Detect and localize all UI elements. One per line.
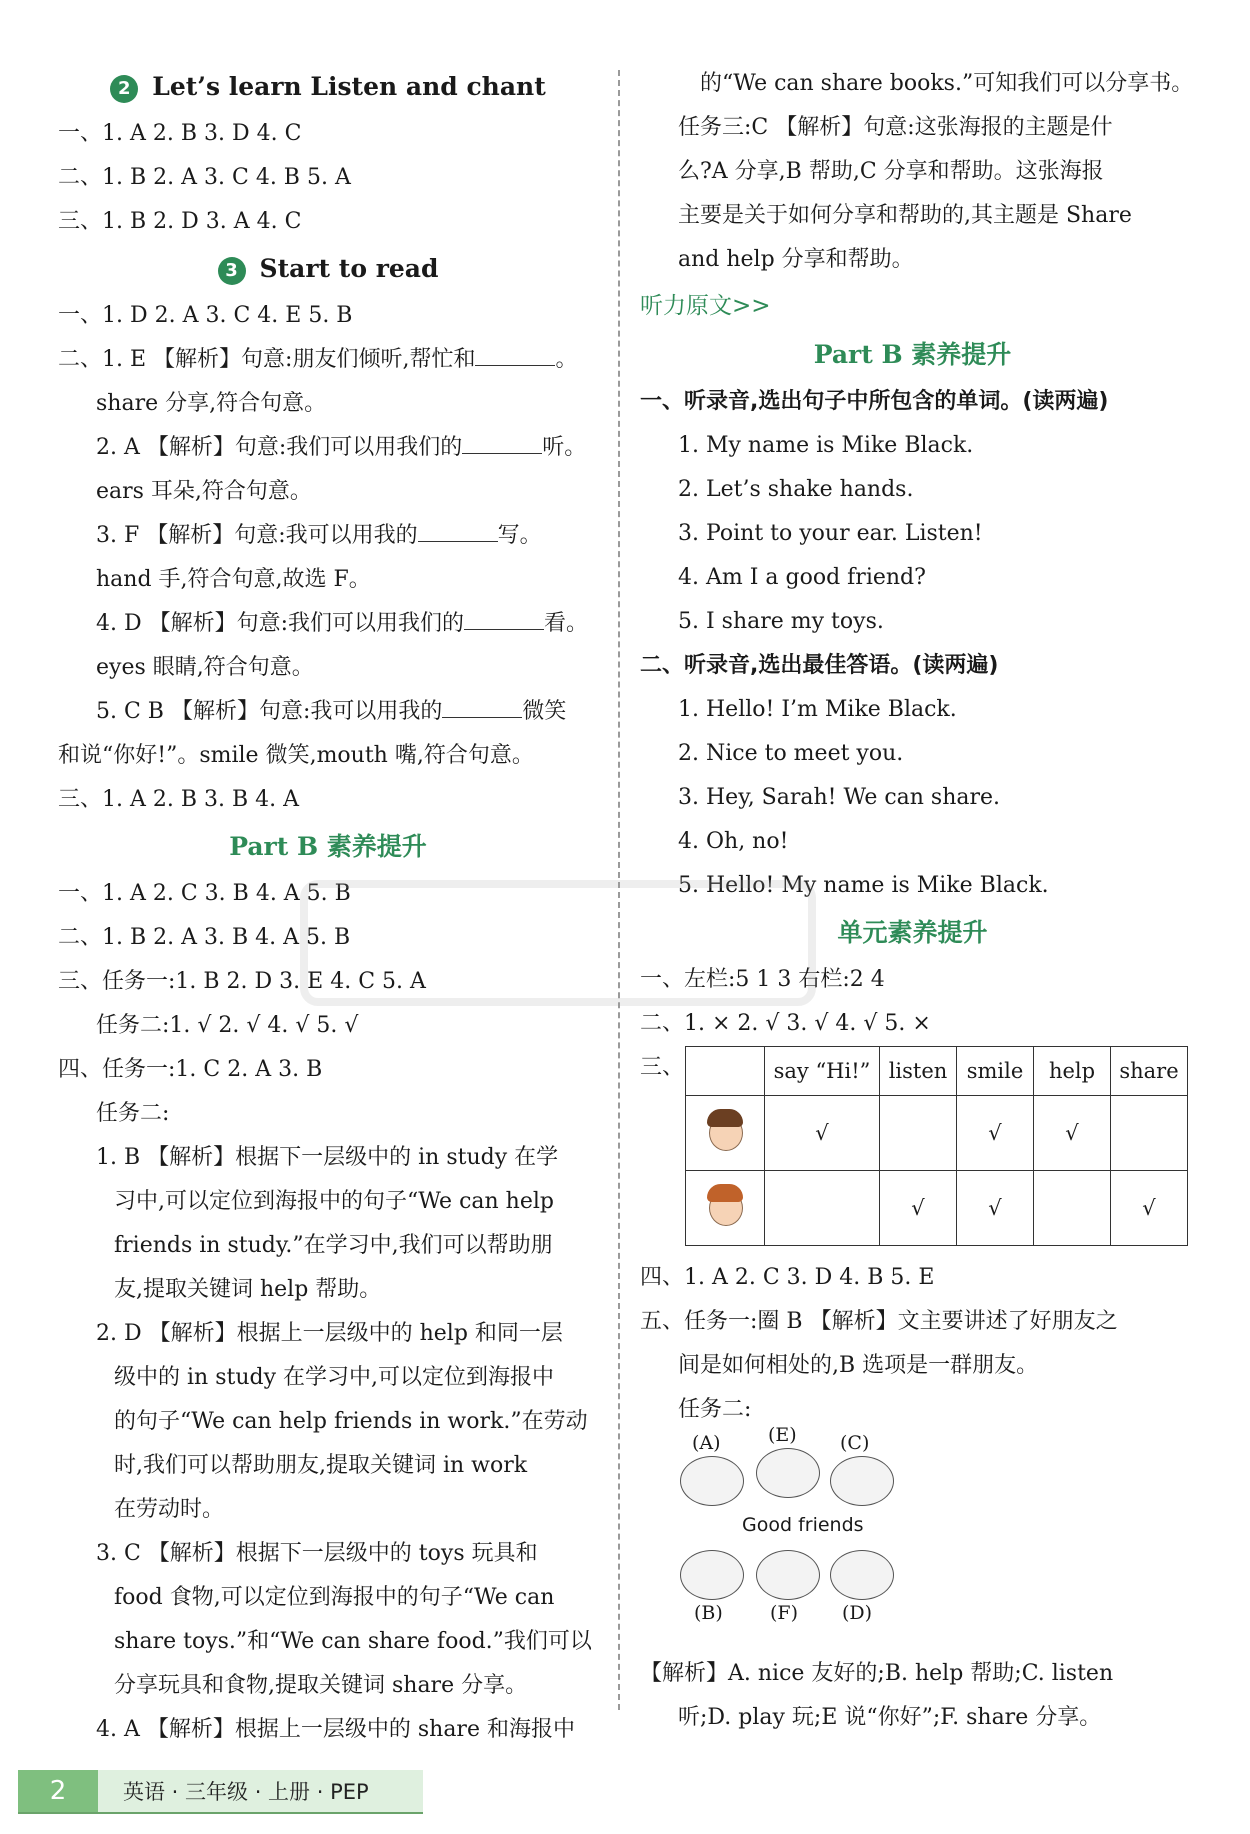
footer-text: 英语 · 三年级 · 上册 · PEP bbox=[123, 1780, 369, 1804]
fill-blank bbox=[464, 611, 544, 630]
explanation-line: 3. F 【解析】句意:我可以用我的 写。 bbox=[96, 523, 542, 548]
answer-line: 一、左栏:5 1 3 右栏:2 4 bbox=[640, 967, 885, 992]
picture-a bbox=[680, 1456, 744, 1506]
answer-line: 二、1. B 2. A 3. B 4. A 5. B bbox=[58, 925, 351, 950]
fill-blank bbox=[442, 699, 522, 718]
section-heading-unit: 单元素养提升 bbox=[837, 918, 988, 947]
picture-f bbox=[756, 1550, 820, 1600]
explanation-line: 主要是关于如何分享和帮助的,其主题是 Share bbox=[678, 203, 1132, 228]
answer-line: 二、1. × 2. √ 3. √ 4. √ 5. × bbox=[640, 1011, 931, 1036]
girl-avatar bbox=[686, 1171, 765, 1246]
script-line: 1. Hello! I’m Mike Black. bbox=[678, 697, 957, 722]
question-title: 二、听录音,选出最佳答语。(读两遍) bbox=[640, 653, 999, 678]
table-row bbox=[686, 1171, 1188, 1246]
boy-avatar bbox=[686, 1096, 765, 1171]
answer-line: 任务二: bbox=[96, 1101, 170, 1126]
explanation-line: 3. C 【解析】根据下一层级中的 toys 玩具和 bbox=[96, 1541, 538, 1566]
table-cell: √ bbox=[880, 1171, 957, 1246]
center-label: Good friends bbox=[742, 1514, 864, 1536]
explanation-line: 4. D 【解析】句意:我们可以用我们的 看。 bbox=[96, 611, 589, 636]
answer-line: 一、1. D 2. A 3. C 4. E 5. B bbox=[58, 303, 353, 328]
answer-table-block bbox=[640, 1046, 1185, 1256]
script-line: 3. Point to your ear. Listen! bbox=[678, 521, 983, 546]
answer-line: 任务二: bbox=[678, 1397, 752, 1422]
table-cell: √ bbox=[957, 1096, 1034, 1171]
explanation-line: 任务三:C 【解析】句意:这张海报的主题是什 bbox=[678, 115, 1113, 140]
script-line: 2. Let’s shake hands. bbox=[678, 477, 914, 502]
table-cell bbox=[765, 1171, 880, 1246]
answer-line: 一、1. A 2. C 3. B 4. A 5. B bbox=[58, 881, 351, 906]
explanation-line: 和说“你好!”。smile 微笑,mouth 嘴,符合句意。 bbox=[58, 743, 534, 768]
explanation-line: 的句子“We can help friends in work.”在劳动 bbox=[114, 1409, 588, 1434]
explanation-line: 的“We can share books.”可知我们可以分享书。 bbox=[700, 71, 1194, 96]
watermark-shape bbox=[300, 880, 816, 1006]
pic-label-b: (B) bbox=[694, 1602, 723, 1624]
table-cell bbox=[1111, 1096, 1188, 1171]
script-line: 4. Oh, no! bbox=[678, 829, 789, 854]
table-cell: √ bbox=[1034, 1096, 1111, 1171]
answer-line: 三、任务一:1. B 2. D 3. E 4. C 5. A bbox=[58, 969, 426, 994]
explanation-line: 【解析】A. nice 友好的;B. help 帮助;C. listen bbox=[640, 1661, 1114, 1686]
explanation-line: ears 耳朵,符合句意。 bbox=[96, 479, 312, 504]
page-footer bbox=[18, 1770, 423, 1816]
script-line: 5. Hello! My name is Mike Black. bbox=[678, 873, 1049, 898]
script-line: 3. Hey, Sarah! We can share. bbox=[678, 785, 1001, 810]
picture-matching-diagram bbox=[680, 1424, 1185, 1652]
question-title: 一、听录音,选出句子中所包含的单词。(读两遍) bbox=[640, 389, 1109, 414]
table-header: smile bbox=[957, 1047, 1034, 1096]
script-line: 1. My name is Mike Black. bbox=[678, 433, 974, 458]
script-line: 4. Am I a good friend? bbox=[678, 565, 926, 590]
answer-line: 一、1. A 2. B 3. D 4. C bbox=[58, 121, 302, 146]
table-header: say “Hi!” bbox=[765, 1047, 880, 1096]
table-header: share bbox=[1111, 1047, 1188, 1096]
explanation-line: eyes 眼睛,符合句意。 bbox=[96, 655, 314, 680]
script-line: 2. Nice to meet you. bbox=[678, 741, 904, 766]
table-cell: √ bbox=[1111, 1171, 1188, 1246]
table-cell bbox=[880, 1096, 957, 1171]
pic-label-d: (D) bbox=[842, 1602, 873, 1624]
table-header-row bbox=[686, 1047, 1188, 1096]
answer-line: 三、1. B 2. D 3. A 4. C bbox=[58, 209, 302, 234]
explanation-line: food 食物,可以定位到海报中的句子“We can bbox=[114, 1585, 555, 1610]
explanation-line: 习中,可以定位到海报中的句子“We can help bbox=[114, 1189, 554, 1214]
explanation-line: 2. A 【解析】句意:我们可以用我们的 听。 bbox=[96, 435, 587, 460]
explanation-line: 分享玩具和食物,提取关键词 share 分享。 bbox=[114, 1673, 528, 1698]
explanation-line: 5. C B 【解析】句意:我可以用我的 微笑 bbox=[96, 699, 567, 724]
explanation-line: 五、任务一:圈 B 【解析】文主要讲述了好朋友之 bbox=[640, 1309, 1118, 1334]
explanation-line: 听;D. play 玩;E 说“你好”;F. share 分享。 bbox=[678, 1705, 1102, 1730]
table-cell bbox=[1034, 1171, 1111, 1246]
explanation-line: 2. D 【解析】根据上一层级中的 help 和同一层 bbox=[96, 1321, 563, 1346]
explanation-line: share 分享,符合句意。 bbox=[96, 391, 327, 416]
table-header: listen bbox=[880, 1047, 957, 1096]
explanation-line: and help 分享和帮助。 bbox=[678, 247, 914, 272]
pic-label-f: (F) bbox=[770, 1602, 799, 1624]
answer-table bbox=[685, 1046, 1188, 1246]
section-heading-part-b: Part B 素养提升 bbox=[813, 340, 1012, 369]
picture-e bbox=[756, 1448, 820, 1498]
section-heading-part-b: Part B 素养提升 bbox=[229, 832, 427, 861]
fill-blank bbox=[462, 435, 542, 454]
explanation-line: 1. B 【解析】根据下一层级中的 in study 在学 bbox=[96, 1145, 559, 1170]
section-heading-lets-learn: 2 Let’s learn Listen and chant bbox=[58, 62, 598, 112]
pic-label-c: (C) bbox=[840, 1432, 870, 1454]
table-cell bbox=[686, 1047, 765, 1096]
explanation-line: 二、1. E 【解析】句意:朋友们倾听,帮忙和 。 bbox=[58, 347, 578, 372]
fill-blank bbox=[475, 347, 555, 366]
explanation-line: 在劳动时。 bbox=[114, 1497, 225, 1522]
explanation-line: friends in study.”在学习中,我们可以帮助朋 bbox=[114, 1233, 553, 1258]
table-row bbox=[686, 1096, 1188, 1171]
picture-b bbox=[680, 1550, 744, 1600]
answer-line: 二、1. B 2. A 3. C 4. B 5. A bbox=[58, 165, 351, 190]
answer-line: 四、任务一:1. C 2. A 3. B bbox=[58, 1057, 323, 1082]
explanation-line: 友,提取关键词 help 帮助。 bbox=[114, 1277, 382, 1302]
table-header: help bbox=[1034, 1047, 1111, 1096]
table-cell: √ bbox=[765, 1096, 880, 1171]
section-number-badge: 3 bbox=[218, 257, 246, 285]
pic-label-e: (E) bbox=[768, 1424, 797, 1446]
explanation-line: hand 手,符合句意,故选 F。 bbox=[96, 567, 371, 592]
answer-line: 三、 bbox=[640, 1055, 685, 1080]
explanation-line: share toys.”和“We can share food.”我们可以 bbox=[114, 1629, 592, 1654]
listening-script-link[interactable]: 听力原文>> bbox=[640, 293, 771, 319]
picture-d bbox=[830, 1550, 894, 1600]
fill-blank bbox=[418, 523, 498, 542]
section-heading-start-to-read: 3 Start to read bbox=[58, 244, 598, 294]
pic-label-a: (A) bbox=[692, 1432, 721, 1454]
answer-line: 四、1. A 2. C 3. D 4. B 5. E bbox=[640, 1265, 935, 1290]
explanation-line: 间是如何相处的,B 选项是一群朋友。 bbox=[678, 1353, 1039, 1378]
section-number-badge: 2 bbox=[110, 75, 138, 103]
explanation-line: 级中的 in study 在学习中,可以定位到海报中 bbox=[114, 1365, 554, 1390]
answer-line: 三、1. A 2. B 3. B 4. A bbox=[58, 787, 300, 812]
answer-line: 任务二:1. √ 2. √ 4. √ 5. √ bbox=[96, 1013, 359, 1038]
explanation-line: 4. A 【解析】根据上一层级中的 share 和海报中 bbox=[96, 1717, 575, 1742]
table-cell: √ bbox=[957, 1171, 1034, 1246]
explanation-line: 么?A 分享,B 帮助,C 分享和帮助。这张海报 bbox=[678, 159, 1104, 184]
script-line: 5. I share my toys. bbox=[678, 609, 884, 634]
picture-c bbox=[830, 1456, 894, 1506]
page-number: 2 bbox=[18, 1770, 98, 1812]
explanation-line: 时,我们可以帮助朋友,提取关键词 in work bbox=[114, 1453, 528, 1478]
